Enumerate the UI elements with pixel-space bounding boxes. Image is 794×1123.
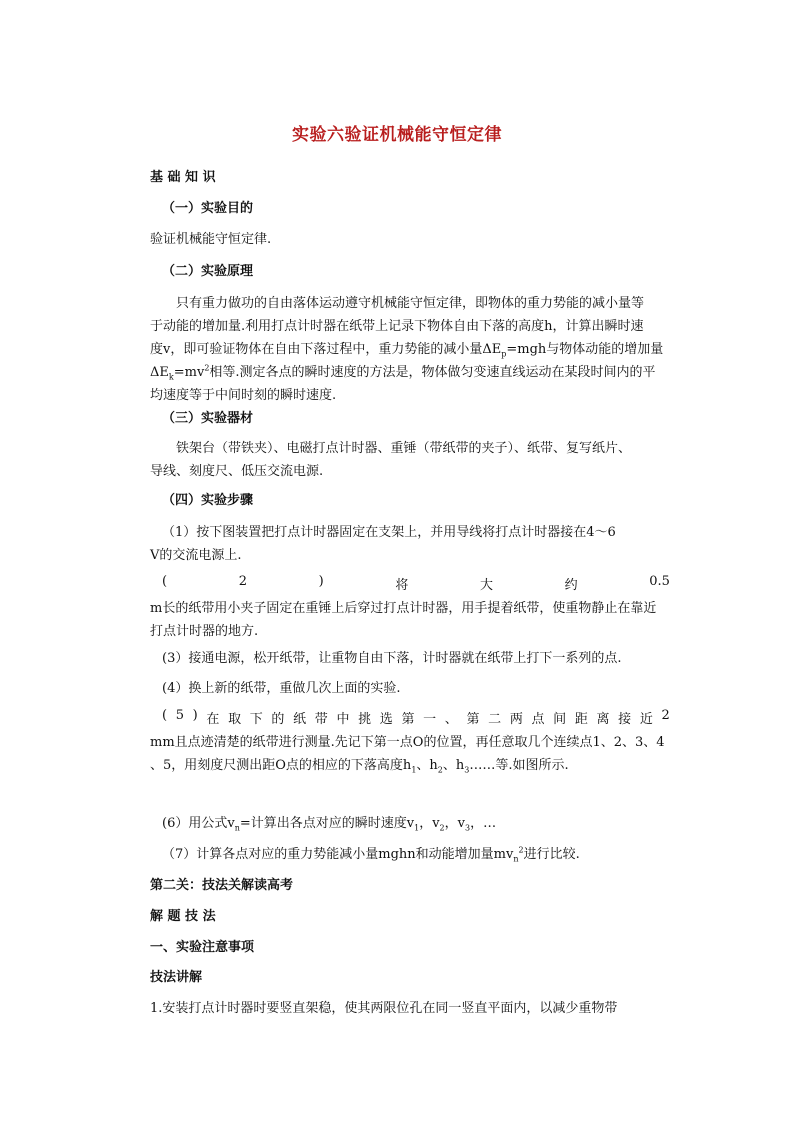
principle-line-5: 均速度等于中间时刻的瞬时速度. (150, 388, 337, 403)
step-3: (3）接通电源，松开纸带，让重物自由下落，计时器就在纸带上打下一系列的点. (162, 651, 622, 666)
step-6: (6）用公式$v_n=$计算出各点对应的瞬时速度$v_1$，$v_2$，$v_3$，… (162, 816, 497, 833)
equipment-line-2: 导线、刻度尺、低压交流电源. (150, 464, 324, 479)
section-3-heading: （三）实验器材 (162, 411, 254, 426)
principle-line-2: 于动能的增加量.利用打点计时器在纸带上记录下物体自由下落的高度h，计算出瞬时速 (150, 319, 644, 334)
section-4-heading: （四）实验步骤 (162, 493, 254, 508)
step-2-line-2: m长的纸带用小夹子固定在重锤上后穿过打点计时器，用手提着纸带，使重物静止在靠近 (150, 601, 657, 616)
step-7: （7）计算各点对应的重力势能减小量mghn和动能增加量$mv_n^2$进行比较. (162, 845, 580, 864)
equipment-line-1: 铁架台（带铁夹）、电磁打点计时器、重锤（带纸带的夹子）、纸带、复写纸片、 (176, 441, 632, 456)
step-5-line-2: mm且点迹清楚的纸带进行测量.先记下第一点O的位置，再任意取几个连续点1、2、3、4 (150, 735, 665, 750)
principle-line-1: 只有重力做功的自由落体运动遵守机械能守恒定律，即物体的重力势能的减小量等 (176, 296, 645, 311)
section-1-text: 验证机械能守恒定律. (150, 232, 272, 247)
section-2-heading: （二）实验原理 (162, 264, 254, 279)
basics-heading: 基 础 知 识 (150, 170, 216, 185)
notes-heading: 一、实验注意事项 (150, 940, 255, 955)
page-title: 实验六验证机械能守恒定律 (292, 125, 502, 145)
step-5-line-1: ( 5 ) 在 取 下 的 纸 带 中 挑 选 第 一 、 第 二 两 点 间 距 离 接 近 2 (162, 708, 670, 727)
method-heading: 解 题 技 法 (150, 909, 216, 924)
explain-heading: 技法讲解 (150, 970, 203, 985)
step-1-line-1: （1）按下图装置把打点计时器固定在支架上，并用导线将打点计时器接在4～6 (162, 525, 616, 540)
step-2-line-3: 打点计时器的地方. (150, 624, 259, 639)
principle-line-3: 度v，即可验证物体在自由下落过程中，重力势能的减小量$\Delta E_p=mgh$与物体动能的增加量 (150, 342, 664, 359)
step-5-line-3: 、5，用刻度尺测出距O点的相应的下落高度$h_1$、$h_2$、$h_3\dots\dots$等.如图所示. (150, 758, 569, 775)
principle-line-4: $\Delta E_k=mv^2$相等.测定各点的瞬时速度的方法是，物体做匀变速直线运动在某段时间内的平 (150, 363, 656, 382)
step-2-line-1: ( 2 ) 将 大 约 0.5 (162, 574, 670, 593)
step-4: (4）换上新的纸带，重做几次上面的实验. (162, 681, 401, 696)
note-1: 1.安装打点计时器时要竖直架稳，使其两限位孔在同一竖直平面内，以减少重物带 (150, 1001, 618, 1016)
section-1-heading: （一）实验目的 (162, 201, 254, 216)
part-2-heading: 第二关：技法关解读高考 (150, 878, 294, 893)
step-1-line-2: V的交流电源上. (150, 548, 242, 563)
